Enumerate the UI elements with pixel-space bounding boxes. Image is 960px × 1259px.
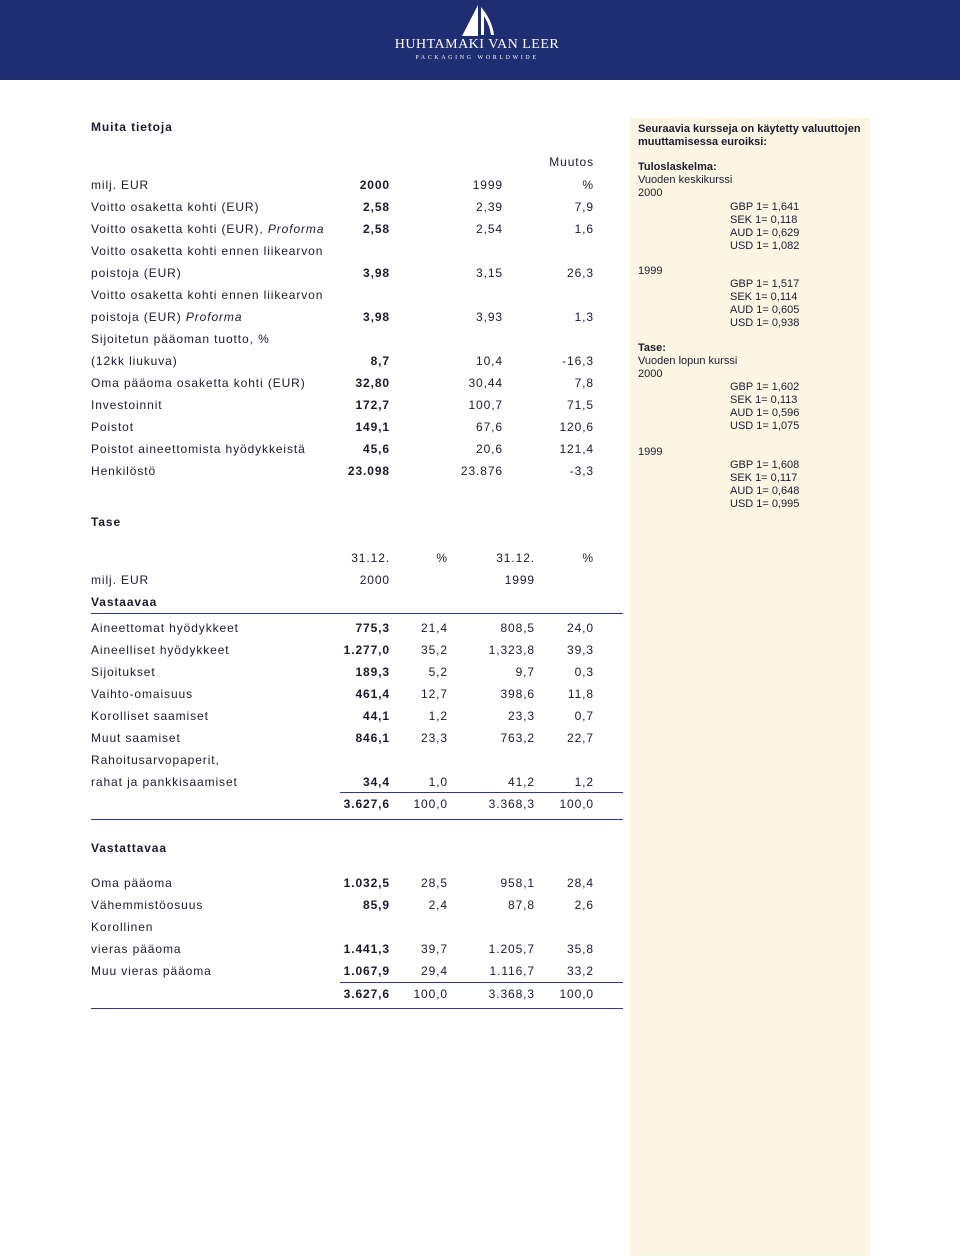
row-label: Vähemmistöosuus	[91, 898, 204, 912]
value-1999: 3,15	[476, 266, 503, 280]
exchange-rate: AUD 1= 0,596	[730, 407, 800, 419]
sailboat-logo-icon	[458, 4, 498, 38]
value-1999: 41,2	[508, 775, 535, 789]
value-change: -3,3	[569, 464, 594, 478]
exchange-rate: AUD 1= 0,648	[730, 485, 800, 497]
value-1999: 67,6	[476, 420, 503, 434]
value-change: 71,5	[567, 398, 594, 412]
pct-1999: 24,0	[567, 621, 594, 635]
value-1999: 30,44	[468, 376, 503, 390]
value-2000: 1.277,0	[343, 643, 390, 657]
value-2000: 3,98	[363, 310, 390, 324]
income-year-1999: 1999	[638, 265, 663, 277]
brand-header	[0, 0, 960, 80]
tase-unit-label: milj. EUR	[91, 573, 150, 587]
pct-2000: 2,4	[428, 898, 448, 912]
row-label: Voitto osaketta kohti (EUR)	[91, 200, 260, 214]
row-label: poistoja (EUR)	[91, 266, 182, 280]
exchange-rate: GBP 1= 1,641	[730, 201, 800, 213]
pct-2000: 5,2	[428, 665, 448, 679]
balance-title: Tase:	[638, 342, 666, 354]
pct-1999: 11,8	[567, 687, 594, 701]
pct-1999: 22,7	[567, 731, 594, 745]
exchange-rate: SEK 1= 0,113	[730, 394, 798, 406]
value-2000: 32,80	[355, 376, 390, 390]
row-label: Poistot aineettomista hyödykkeistä	[91, 442, 306, 456]
col-header-2000: 2000	[359, 573, 390, 587]
value-2000: 189,3	[355, 665, 390, 679]
row-label: Poistot	[91, 420, 134, 434]
value-1999: 1.116,7	[489, 964, 535, 978]
value-2000: 34,4	[363, 775, 390, 789]
income-year-2000: 2000	[638, 187, 663, 199]
row-label-text: poistoja (EUR)	[91, 310, 186, 324]
pct-1999: 2,6	[574, 898, 594, 912]
value-2000: 149,1	[355, 420, 390, 434]
pct-1999: 28,4	[567, 876, 594, 890]
exchange-rate: SEK 1= 0,117	[730, 472, 798, 484]
value-1999: 9,7	[515, 665, 535, 679]
pct-1999: 33,2	[567, 964, 594, 978]
row-label: Henkilöstö	[91, 464, 157, 478]
col-header-pct-2000: %	[436, 551, 448, 565]
exchange-rate: AUD 1= 0,605	[730, 304, 800, 316]
income-title: Tuloslaskelma:	[638, 161, 717, 173]
value-1999: 20,6	[476, 442, 503, 456]
exchange-rate: AUD 1= 0,629	[730, 227, 800, 239]
value-change: -16,3	[562, 354, 594, 368]
row-label: Muu vieras pääoma	[91, 964, 212, 978]
row-label-text: Voitto osaketta kohti (EUR),	[91, 222, 268, 236]
row-label-proforma: Proforma	[185, 310, 243, 324]
col-header-date-1999: 31.12.	[496, 551, 535, 565]
liabilities-total-v2000: 3.627,6	[343, 987, 390, 1001]
exchange-rate: GBP 1= 1,602	[730, 381, 800, 393]
value-change: 7,8	[574, 376, 594, 390]
pct-1999: 0,7	[574, 709, 594, 723]
value-1999: 87,8	[508, 898, 535, 912]
row-label: Oma pääoma osaketta kohti (EUR)	[91, 376, 306, 390]
col-header-date-2000: 31.12.	[351, 551, 390, 565]
exchange-rate: GBP 1= 1,608	[730, 459, 800, 471]
value-2000: 2,58	[363, 222, 390, 236]
value-1999: 3,93	[476, 310, 503, 324]
assets-total-p1999: 100,0	[559, 797, 594, 811]
unit-label: milj. EUR	[91, 178, 150, 192]
assets-total-p2000: 100,0	[413, 797, 448, 811]
section-title: Muita tietoja	[91, 120, 173, 134]
col-header-pct-1999: %	[582, 551, 594, 565]
pct-2000: 29,4	[421, 964, 448, 978]
row-label: Muut saamiset	[91, 731, 181, 745]
exchange-rate: SEK 1= 0,118	[730, 214, 798, 226]
value-1999: 2,54	[476, 222, 503, 236]
exchange-rates-panel	[630, 118, 870, 1256]
value-1999: 958,1	[500, 876, 535, 890]
exchange-rate: SEK 1= 0,114	[730, 291, 798, 303]
row-label: Vaihto-omaisuus	[91, 687, 193, 701]
value-2000: 1.032,5	[343, 876, 390, 890]
exchange-rate: GBP 1= 1,517	[730, 278, 800, 290]
pct-2000: 21,4	[421, 621, 448, 635]
col-header-muutos: Muutos	[549, 155, 594, 169]
value-change: 121,4	[559, 442, 594, 456]
row-label: Korolliset saamiset	[91, 709, 209, 723]
balance-year-2000: 2000	[638, 368, 663, 380]
value-1999: 23.876	[460, 464, 503, 478]
liabilities-title: Vastattavaa	[91, 841, 167, 855]
value-change: 7,9	[574, 200, 594, 214]
pct-2000: 1,0	[428, 775, 448, 789]
col-header-pct: %	[582, 178, 594, 192]
value-2000: 8,7	[370, 354, 390, 368]
row-label	[91, 310, 242, 324]
value-2000: 44,1	[363, 709, 390, 723]
pct-2000: 39,7	[421, 942, 448, 956]
rates-title-line1: Seuraavia kursseja on käytetty valuuttojen	[638, 123, 861, 135]
col-header-1999: 1999	[504, 573, 535, 587]
row-label: Sijoitukset	[91, 665, 156, 679]
value-2000: 1.441,3	[343, 942, 390, 956]
value-2000: 172,7	[355, 398, 390, 412]
exchange-rate: USD 1= 1,082	[730, 240, 800, 252]
row-label: rahat ja pankkisaamiset	[91, 775, 238, 789]
rates-title-line2: muuttamisessa euroiksi:	[638, 136, 767, 148]
assets-title: Vastaavaa	[91, 595, 158, 609]
row-label-proforma: Proforma	[267, 222, 325, 236]
value-2000: 775,3	[355, 621, 390, 635]
row-label: Voitto osaketta kohti ennen liikearvon	[91, 288, 324, 302]
pct-2000: 23,3	[421, 731, 448, 745]
pct-1999: 1,2	[574, 775, 594, 789]
col-header-1999: 1999	[472, 178, 503, 192]
exchange-rate: USD 1= 1,075	[730, 420, 800, 432]
liabilities-total-p1999: 100,0	[559, 987, 594, 1001]
liabilities-total-rule	[340, 982, 623, 983]
brand-tagline: PACKAGING WORLDWIDE	[415, 55, 539, 61]
tase-title: Tase	[91, 515, 122, 529]
value-1999: 2,39	[476, 200, 503, 214]
assets-bottom-rule	[91, 819, 623, 820]
row-label: Sijoitetun pääoman tuotto, %	[91, 332, 270, 346]
value-change: 1,6	[574, 222, 594, 236]
row-label: Aineelliset hyödykkeet	[91, 643, 230, 657]
value-2000: 23.098	[347, 464, 390, 478]
value-change: 1,3	[574, 310, 594, 324]
col-header-2000: 2000	[359, 178, 390, 192]
value-2000: 461,4	[355, 687, 390, 701]
row-label: Voitto osaketta kohti ennen liikearvon	[91, 244, 324, 258]
value-2000: 85,9	[363, 898, 390, 912]
value-1999: 398,6	[500, 687, 535, 701]
liabilities-bottom-rule	[91, 1008, 623, 1009]
value-change: 26,3	[567, 266, 594, 280]
pct-1999: 0,3	[574, 665, 594, 679]
balance-subtitle: Vuoden lopun kurssi	[638, 355, 738, 367]
value-1999: 1.205,7	[488, 942, 535, 956]
value-2000: 846,1	[355, 731, 390, 745]
pct-1999: 39,3	[567, 643, 594, 657]
pct-2000: 12,7	[421, 687, 448, 701]
income-subtitle: Vuoden keskikurssi	[638, 174, 733, 186]
row-label: Korollinen	[91, 920, 154, 934]
assets-total-rule	[340, 792, 623, 793]
pct-1999: 35,8	[567, 942, 594, 956]
liabilities-total-v1999: 3.368,3	[488, 987, 535, 1001]
assets-total-v1999: 3.368,3	[488, 797, 535, 811]
value-1999: 10,4	[476, 354, 503, 368]
value-2000: 1.067,9	[343, 964, 390, 978]
value-1999: 23,3	[508, 709, 535, 723]
value-2000: 3,98	[363, 266, 390, 280]
value-1999: 808,5	[500, 621, 535, 635]
balance-year-1999: 1999	[638, 446, 663, 458]
pct-2000: 35,2	[421, 643, 448, 657]
row-label: Aineettomat hyödykkeet	[91, 621, 239, 635]
exchange-rate: USD 1= 0,938	[730, 317, 800, 329]
row-label: Rahoitusarvopaperit,	[91, 753, 220, 767]
value-1999: 100,7	[468, 398, 503, 412]
value-1999: 763,2	[500, 731, 535, 745]
assets-header-rule	[91, 613, 623, 614]
assets-total-v2000: 3.627,6	[343, 797, 390, 811]
value-2000: 2,58	[363, 200, 390, 214]
row-label: (12kk liukuva)	[91, 354, 178, 368]
value-1999: 1,323,8	[488, 643, 535, 657]
value-change: 120,6	[559, 420, 594, 434]
liabilities-total-p2000: 100,0	[413, 987, 448, 1001]
value-2000: 45,6	[363, 442, 390, 456]
pct-2000: 28,5	[421, 876, 448, 890]
row-label: Oma pääoma	[91, 876, 173, 890]
exchange-rate: USD 1= 0,995	[730, 498, 800, 510]
row-label: Investoinnit	[91, 398, 163, 412]
row-label: vieras pääoma	[91, 942, 182, 956]
brand-name: HUHTAMAKI VAN LEER	[394, 37, 560, 52]
pct-2000: 1,2	[428, 709, 448, 723]
